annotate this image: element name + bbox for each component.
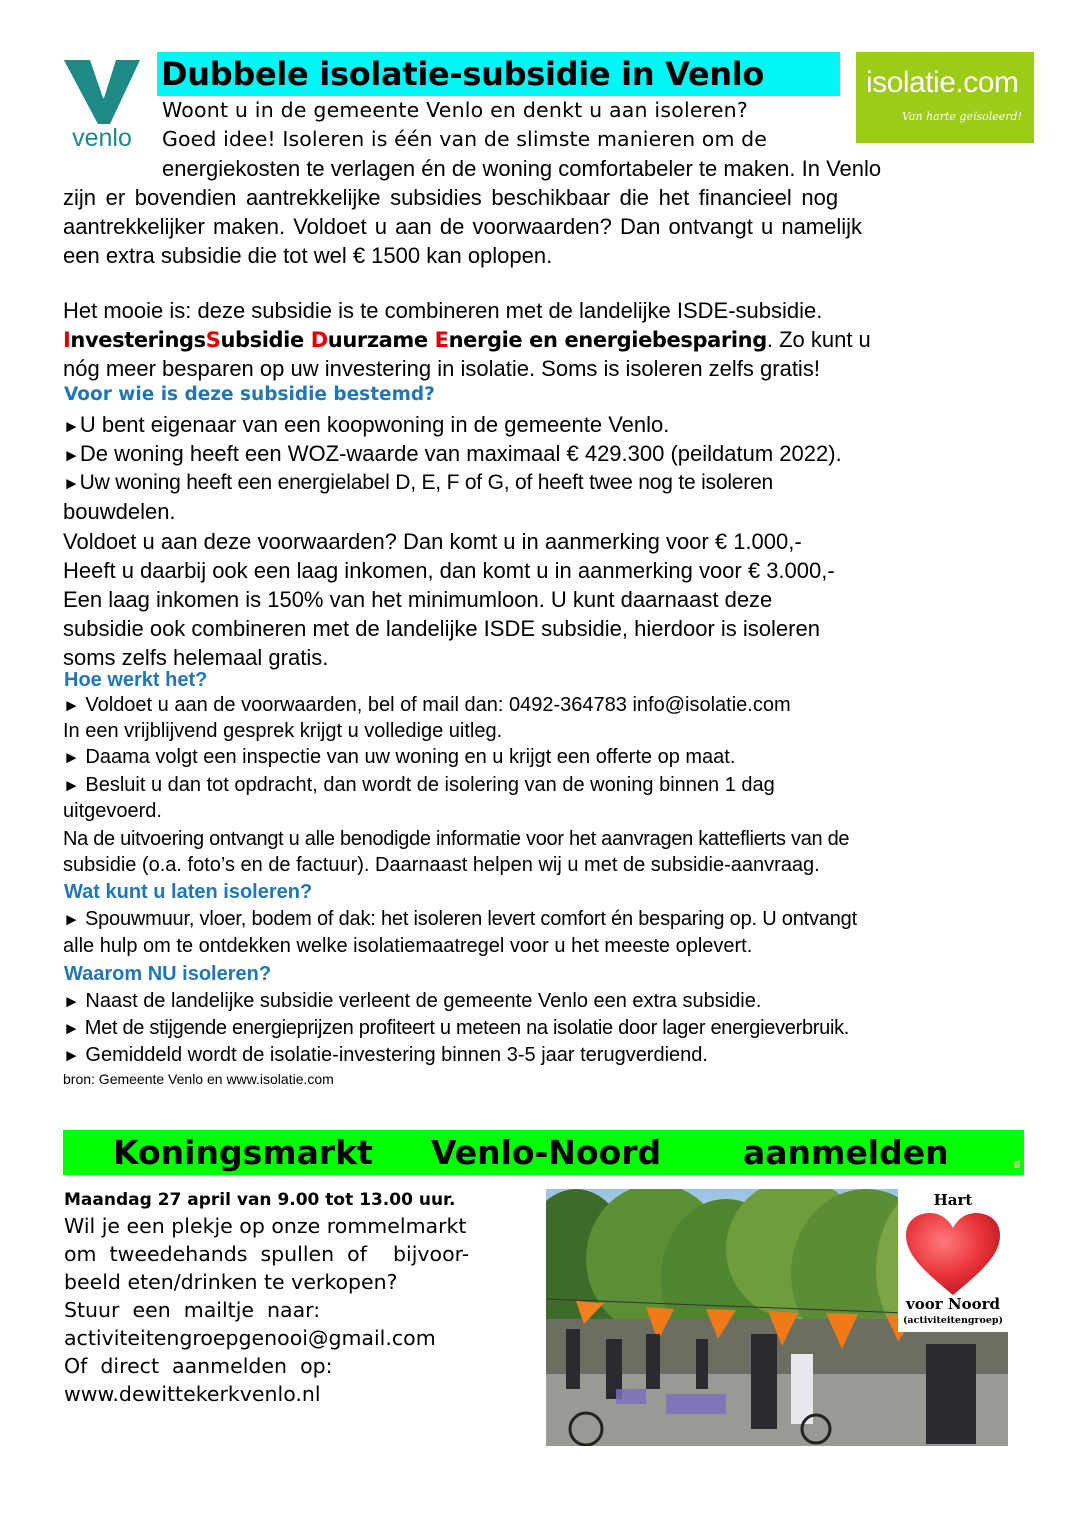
who-bullet xyxy=(63,410,669,441)
banner-dot xyxy=(1014,1161,1020,1168)
how-line xyxy=(63,693,791,719)
market-line: beeld eten/drinken te verkopen? xyxy=(64,1270,398,1294)
isde-letter-s: S xyxy=(205,328,221,352)
intro-line: Woont u in de gemeente Venlo en denkt u aan isoleren? xyxy=(162,98,748,122)
bullet-triangle-icon: ► xyxy=(63,474,80,493)
who-para-line: soms zelfs helemaal gratis. xyxy=(63,645,329,670)
market-website-link[interactable]: www.dewittekerkvenlo.nl xyxy=(64,1382,321,1406)
market-date: Maandag 27 april van 9.00 tot 13.00 uur. xyxy=(64,1190,456,1210)
isolatie-logo xyxy=(856,52,1034,143)
market-line: Of direct aanmelden op: xyxy=(64,1354,333,1378)
how-line-text: Daama volgt een inspectie van uw woning en u krijgt een offerte op maat. xyxy=(79,746,736,768)
banner-word: Koningsmarkt xyxy=(113,1133,373,1172)
intro-line: energiekosten te verlagen én de woning comfortabeler te maken. In Venlo xyxy=(162,156,882,181)
intro-line: Goed idee! Isoleren is één van de slimste manieren om de xyxy=(162,127,767,151)
isde-word: uurzame xyxy=(327,328,435,352)
venlo-wordmark: venlo xyxy=(72,124,132,152)
isde-tail: . Zo kunt u xyxy=(766,327,871,352)
isde-letter-i: I xyxy=(63,328,71,352)
isde-line xyxy=(63,325,871,355)
bullet-triangle-icon: ► xyxy=(63,1046,80,1065)
why-line xyxy=(63,989,761,1015)
why-line-text: Gemiddeld wordt de isolatie-investering binnen 3-5 jaar terugverdiend. xyxy=(79,1044,708,1066)
who-bullet xyxy=(63,439,842,470)
bullet-triangle-icon: ► xyxy=(63,992,80,1011)
why-line xyxy=(63,1043,708,1069)
how-line xyxy=(63,773,775,799)
who-bullet-text: U bent eigenaar van een koopwoning in de gemeente Venlo. xyxy=(79,412,670,437)
who-para-line: subsidie ook combineren met de landelijke ISDE subsidie, hierdoor is isoleren xyxy=(63,616,820,641)
market-line: om tweedehands spullen of bijvoor- xyxy=(64,1242,470,1266)
how-line: In een vrijblijvend gesprek krijgt u volledige uitleg. xyxy=(63,720,503,742)
bullet-triangle-icon: ► xyxy=(63,776,80,795)
how-line: subsidie (o.a. foto’s en de factuur). Daarnaast helpen wij u met de subsidie-aanvraag. xyxy=(63,854,820,876)
isde-word: nergie en energiebesparing xyxy=(448,328,767,352)
page-title xyxy=(157,52,840,96)
why-line-text: Met de stijgende energieprijzen profiteert u meteen na isolatie door lager energieverbruik. xyxy=(79,1017,850,1039)
bullet-triangle-icon: ► xyxy=(63,417,80,436)
isolatie-logo-tagline: Van harte geïsoleerd! xyxy=(902,110,1022,123)
how-line-text: Voldoet u aan de voorwaarden, bel of mail dan: 0492-364783 info@isolatie.com xyxy=(79,694,791,716)
how-line-text: Besluit u dan tot opdracht, dan wordt de isolering van de woning binnen 1 dag xyxy=(79,774,775,796)
how-line: Na de uitvoering ontvangt u alle benodigde informatie voor het aanvragen katteflierts van de xyxy=(63,828,850,850)
section-heading-how: Hoe werkt het? xyxy=(64,669,208,691)
market-banner xyxy=(63,1130,1024,1175)
hart-voor-noord-badge xyxy=(898,1189,1008,1332)
who-para-line: Heeft u daarbij ook een laag inkomen, dan komt u in aanmerking voor € 3.000,- xyxy=(63,558,835,583)
how-line xyxy=(63,745,735,771)
market-line: Stuur een mailtje naar: xyxy=(64,1298,321,1322)
what-line xyxy=(63,907,857,933)
bullet-triangle-icon: ► xyxy=(63,748,80,767)
section-heading-what: Wat kunt u laten isoleren? xyxy=(64,881,313,903)
intro-line: een extra subsidie die tot wel € 1500 kan oplopen. xyxy=(63,243,553,268)
intro-line: aantrekkelijker maken. Voldoet u aan de voorwaarden? Dan ontvangt u namelijk xyxy=(63,214,863,239)
who-bullet-text: Uw woning heeft een energielabel D, E, F of G, of heeft twee nog te isoleren xyxy=(79,471,774,494)
isde-letter-e: E xyxy=(434,328,449,352)
what-line-text: Spouwmuur, vloer, bodem of dak: het isoleren levert comfort én besparing op. U ontvangt xyxy=(79,908,857,930)
bullet-triangle-icon: ► xyxy=(63,910,80,929)
market-email-link[interactable]: activiteitengroepgenooi@gmail.com xyxy=(64,1326,436,1350)
market-line: Wil je een plekje op onze rommelmarkt xyxy=(64,1214,467,1238)
banner-word: Venlo-Noord xyxy=(431,1133,662,1172)
isde-letter-d: D xyxy=(310,328,328,352)
market-text xyxy=(64,1188,534,1408)
bullet-triangle-icon: ► xyxy=(63,1019,80,1038)
why-line xyxy=(63,1016,849,1042)
combine-line: nóg meer besparen op uw investering in isolatie. Soms is isoleren zelfs gratis! xyxy=(63,356,820,381)
source-credit: bron: Gemeente Venlo en www.isolatie.com xyxy=(63,1071,334,1087)
banner-word: aanmelden xyxy=(743,1133,949,1172)
badge-top-text: Hart xyxy=(933,1191,973,1209)
isolatie-logo-name: isolatie.com xyxy=(866,66,1019,99)
who-bullet-text: De woning heeft een WOZ-waarde van maximaal € 429.300 (peildatum 2022). xyxy=(79,441,842,466)
isde-word: ubsidie xyxy=(220,328,311,352)
badge-bottom-text: voor Noord xyxy=(906,1295,1000,1313)
page-title-text: Dubbele isolatie-subsidie in Venlo xyxy=(161,55,765,93)
how-line: uitgevoerd. xyxy=(63,800,162,822)
bullet-triangle-icon: ► xyxy=(63,446,80,465)
section-heading-who: Voor wie is deze subsidie bestemd? xyxy=(64,384,435,405)
why-line-text: Naast de landelijke subsidie verleent de gemeente Venlo een extra subsidie. xyxy=(79,990,762,1012)
intro-line: zijn er bovendien aantrekkelijke subsidies beschikbaar die het financieel nog xyxy=(63,185,839,210)
venlo-logo xyxy=(60,58,144,154)
what-line: alle hulp om te ontdekken welke isolatiemaatregel voor u het meeste oplevert. xyxy=(63,935,753,957)
badge-sub-text: (activiteitengroep) xyxy=(902,1315,1004,1326)
section-heading-why: Waarom NU isoleren? xyxy=(64,963,272,985)
bullet-triangle-icon: ► xyxy=(63,696,80,715)
who-para-line: Een laag inkomen is 150% van het minimumloon. U kunt daarnaast deze xyxy=(63,587,773,612)
who-bullet xyxy=(63,468,773,498)
venlo-v-icon xyxy=(60,58,144,124)
combine-line: Het mooie is: deze subsidie is te combineren met de landelijke ISDE-subsidie. xyxy=(63,298,823,323)
who-para-line: Voldoet u aan deze voorwaarden? Dan komt u in aanmerking voor € 1.000,- xyxy=(63,529,802,554)
isde-word: nvesterings xyxy=(70,328,206,352)
who-bullet-continuation: bouwdelen. xyxy=(63,499,176,524)
heart-icon xyxy=(904,1211,1002,1297)
